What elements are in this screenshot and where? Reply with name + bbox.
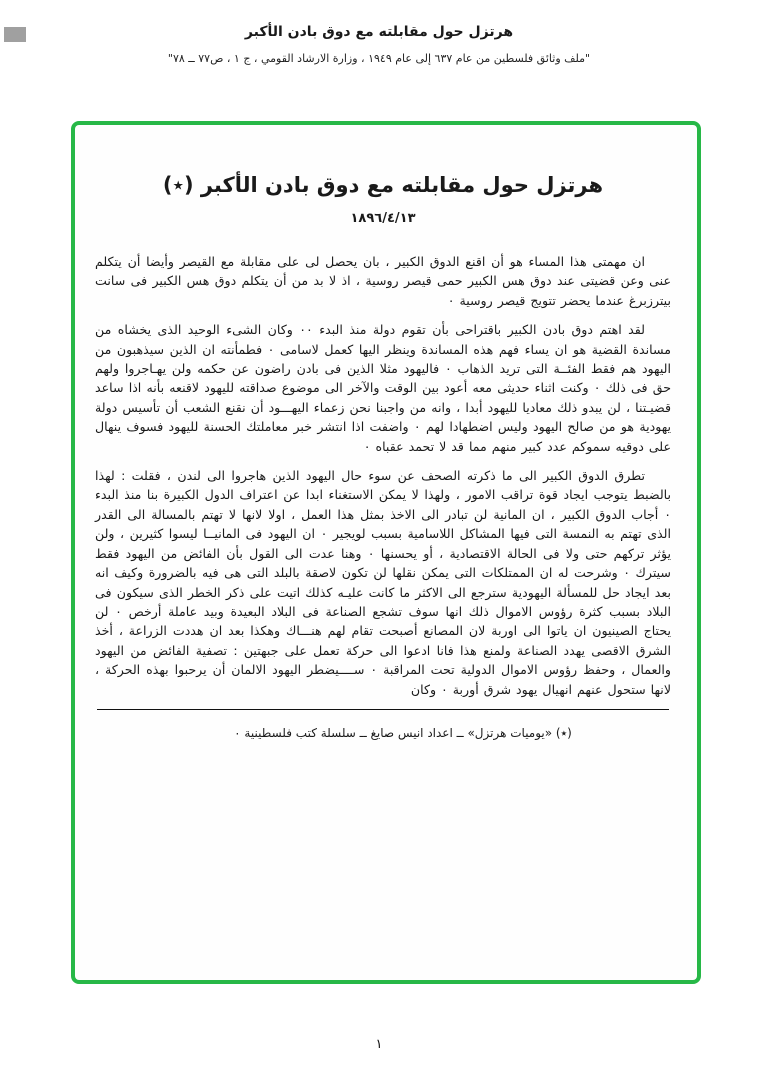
header-title: هرتزل حول مقابلته مع دوق بادن الأكبر xyxy=(244,24,514,40)
page-header xyxy=(0,24,758,65)
document-highlight-frame xyxy=(71,121,701,984)
footnote: (٭) «يوميات هرتزل» ــ اعداد انيس صايغ ــ سلسلة كتب فلسطينية ٠ xyxy=(234,725,572,740)
document-title: هرتزل حول مقابلته مع دوق بادن الأكبر (٭) xyxy=(162,173,604,197)
footnote-divider xyxy=(97,709,669,710)
paragraph: تطرق الدوق الكبير الى ما ذكرته الصحف عن سوء حال اليهود الذين هاجروا الى لندن ، فقلت : لهذا بالضبط يتوجب ايجاد قوة تراقب الامور ، ولهذا لا يمكن الاستغناء ابدا عن اعتراف الدول الكبيرة بنا منذ البدء ٠ أجاب الدوق الكبير ، ان المانية لن تبادر الى الاخذ بمثل هذا العمل ، اولا لانها لا تهتم بالمسالة الى القدر الذى تهتم به النمسة التى فيها المشاكل اللاسامية بسبب لويجير ٠ ان اليهود فى المانيــا ليسوا كثيرين ، ولن يؤثر تركهم حتى ولا فى الحالة الاقتصادية ، أو يحسنها ٠ وهنا عدت الى القول بأن الفائض من اليهود فقط سيترك ٠ وشرحت له ان الممتلكات التى يمكن نقلها لن تكون لاصقة بالبلد التى هى فيه بالضرورة وكيف انه بعد ايجاد حل للمسألة اليهودية سترجع الى الاكثر ما كانت عليـه كذلك اتيت على ذكر الخطر الذى سيكون فى البلاد بسبب كثرة رؤوس الاموال ذلك انها سوف تشجع الصناعة فى البلاد البعيدة وبيد عاملة أرخص ٠ لن يحتاج الصينيون ان ياتوا الى اوربة لان المصانع أصبحت تقام لهم هنـــاك وهكذا بعد ان هددت الزراعة ، أخذ الشرق الاقصى يهدد الصناعة ولمنع هذا فانا ادعوا الى حركة تعمل على جبهتين : تصفية الفائض من اليهود والعمال ، وحفظ رؤوس الاموال الدولية تحت المراقبة ٠ ســــيضطر اليهود الالمان أن يرحبوا بهذه الحركة ، لانها ستحول عنهم انهيال يهود شرق أوربة ٠ وكان xyxy=(95,468,671,697)
document-page xyxy=(75,125,697,980)
page-number: ١ xyxy=(375,1037,383,1052)
paragraph: ان مهمتى هذا المساء هو أن اقنع الدوق الكبير ، بان يحصل لى على مقابلة مع القيصر وأيضا أن يتكلم عنى وعن قضيتى عند دوق هس الكبير حمى قيصر روسية ، اذ لا بد من أن يتكلم دوق هس الكبير فى سانت بيترزبرغ عندما يحضر تتويج قيصر روسية ٠ xyxy=(95,254,671,308)
paragraph: لقد اهتم دوق بادن الكبير باقتراحى بأن تقوم دولة منذ البدء ٠٠ وكان الشىء الوحيد الذى يخشاه من مساندة القضية هو ان يساء فهم هذه المساندة وينظر اليها كعمل لاسامى ٠ فطمأنته ان الذين سيذهبون من اليهود هم فقط الفئــة التى تريد الذهاب ٠ فاليهود مثلا الذين فى بادن راضون عن حكمه ولن يهـاجروا ولهم حق فى ذلك ٠ وكنت اثناء حديثى معه أعود بين الوقت والآخر الى موضوع صداقته لليهود لاقنعه بأنه اذا ساعد قضيـتنا ، لن يبدو ذلك معاديا لليهود أبدا ، وانه من واجبنا نحن زعماء اليهـــود أن نقنع الشعب أن تأسيس دولة يهودية هو من صالح اليهود وليس اضطهادا لهم ٠ واضفت اذا انتشر خبر معاملتك الحسنة لليهود فسوف ينهال على دوقيه سموكم عدد كبير منهم مما قد لا تحمد عقباه ٠ xyxy=(95,322,672,454)
document-date: ١٨٩٦/٤/١٣ xyxy=(350,211,416,226)
document-body xyxy=(95,252,671,699)
header-source-citation: "ملف وثائق فلسطين من عام ٦٣٧ إلى عام ١٩٤٩ ، وزارة الارشاد القومي ، ج ١ ، ص٧٧ ــ ٧٨" xyxy=(167,52,591,65)
